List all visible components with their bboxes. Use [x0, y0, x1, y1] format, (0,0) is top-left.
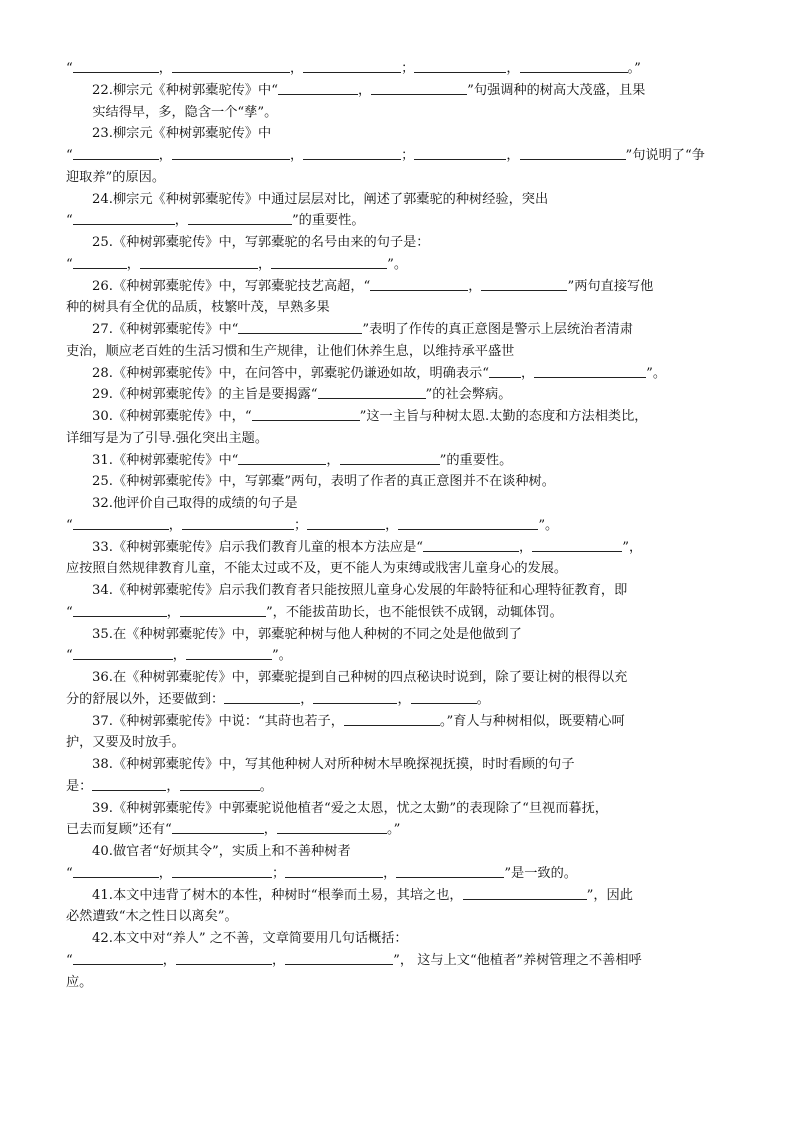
text-segment: 。”育人与种树相似，既要精心呵: [439, 713, 625, 729]
answer-blank[interactable]: [277, 820, 387, 834]
answer-blank[interactable]: [318, 385, 426, 399]
text-segment: 31.《种树郭橐驼传》中“: [92, 452, 239, 468]
text-line: [66, 711, 734, 733]
answer-blank[interactable]: [370, 277, 468, 291]
text-segment: ”的重要性。: [291, 213, 365, 229]
text-segment: “: [66, 952, 73, 968]
answer-blank[interactable]: [313, 690, 397, 704]
answer-blank[interactable]: [307, 516, 385, 530]
text-line: [66, 123, 734, 145]
text-segment: ”。: [646, 365, 667, 381]
answer-blank[interactable]: [238, 320, 362, 334]
text-segment: 27.《种树郭橐驼传》中“: [92, 322, 239, 337]
text-segment: ，: [383, 865, 397, 881]
text-segment: 应。: [66, 974, 93, 990]
text-segment: ，: [357, 82, 372, 98]
text-segment: ”，不能拔苗助长，也不能恨铁不成钢，动辄体罚。: [265, 604, 563, 620]
text-segment: ，: [506, 148, 520, 163]
answer-blank[interactable]: [73, 951, 163, 965]
answer-blank[interactable]: [463, 886, 587, 900]
text-line: [66, 297, 734, 319]
answer-blank[interactable]: [414, 146, 506, 160]
text-line: [66, 950, 734, 972]
answer-blank[interactable]: [396, 864, 504, 878]
answer-blank[interactable]: [73, 146, 159, 160]
answer-blank[interactable]: [411, 690, 477, 704]
text-segment: 已去而复顾”还有“: [66, 822, 172, 838]
answer-blank[interactable]: [520, 59, 628, 73]
answer-blank[interactable]: [285, 951, 393, 965]
text-line: [66, 167, 734, 189]
answer-blank[interactable]: [414, 59, 506, 73]
text-segment: ，: [257, 256, 272, 272]
text-segment: ；: [271, 865, 286, 881]
text-segment: “: [66, 517, 73, 533]
text-segment: 28.《种树郭橐驼传》中，在问答中，郭橐驼仍谦逊如故，明确表示“: [92, 365, 489, 381]
text-line: [66, 537, 734, 559]
text-segment: “: [66, 213, 73, 229]
text-line: [66, 276, 734, 298]
answer-blank[interactable]: [303, 146, 401, 160]
text-segment: 种的树具有全优的品质，枝繁叶茂，早熟多果: [66, 300, 330, 316]
text-segment: 实结得早，多，隐含一个“孳”。: [66, 104, 278, 120]
answer-blank[interactable]: [340, 451, 440, 465]
text-segment: 36.在《种树郭橐驼传》中，郭橐驼提到自己种树的四点秘诀时说到，除了要让树的根得以充: [92, 670, 628, 685]
text-segment: ”的社会弊病。: [425, 387, 512, 403]
text-segment: “: [66, 648, 73, 664]
text-segment: “: [66, 604, 73, 620]
text-line: [66, 428, 734, 450]
answer-blank[interactable]: [371, 81, 467, 95]
answer-blank[interactable]: [188, 211, 292, 225]
text-segment: 34.《种树郭橐驼传》启示我们教育者只能按照儿童身心发展的年龄特征和心理特征教育，即: [92, 583, 628, 598]
text-segment: ，: [506, 61, 520, 76]
text-line: [66, 689, 734, 711]
text-line: [66, 210, 734, 232]
text-segment: 39.《种树郭橐驼传》中郭橐驼说他植者“爱之太恩，忧之太勤”的表现除了“旦视而暮抚，: [92, 800, 608, 816]
answer-blank[interactable]: [92, 777, 166, 791]
text-segment: 详细写是为了引导.强化突出主题。: [66, 430, 269, 446]
text-segment: 35.在《种树郭橐驼传》中，郭橐驼种树与他人种树的不同之处是他做到了: [92, 626, 522, 642]
text-line: [66, 972, 734, 994]
answer-blank[interactable]: [73, 646, 173, 660]
text-segment: 吏治，顺应老百姓的生活习惯和生产规律，让他们休养生息，以维持承平盛世: [66, 343, 515, 359]
text-segment: ”。: [387, 256, 408, 272]
text-line: [66, 493, 734, 515]
text-line: [66, 667, 734, 689]
answer-blank[interactable]: [73, 516, 169, 530]
text-segment: 。: [259, 778, 273, 794]
text-segment: 应按照自然规律教育儿童，不能太过或不及，更不能人为束缚或戕害儿童身心的发展。: [66, 561, 568, 577]
text-segment: ，: [172, 648, 186, 664]
text-line: [66, 471, 734, 493]
text-segment: ，: [168, 517, 182, 533]
text-line: [66, 558, 734, 580]
text-line: [66, 341, 734, 363]
text-line: [66, 80, 734, 102]
text-segment: 29.《种树郭橐驼传》的主旨是要揭露“: [92, 387, 318, 403]
text-segment: 22.柳宗元《种树郭橐驼传》中“: [92, 82, 278, 98]
answer-blank[interactable]: [172, 820, 264, 834]
answer-blank[interactable]: [176, 951, 272, 965]
text-line: [66, 254, 734, 276]
text-segment: ”的重要性。: [439, 452, 513, 468]
text-segment: ，: [519, 539, 533, 555]
answer-blank[interactable]: [423, 538, 519, 552]
text-segment: ，: [468, 278, 482, 294]
text-segment: ，: [158, 865, 172, 881]
answer-blank[interactable]: [186, 646, 272, 660]
text-line: [66, 863, 734, 885]
text-segment: ，: [158, 61, 172, 76]
text-segment: 。”: [627, 61, 641, 76]
text-segment: 40.做官者“好烦其令”，实质上和不善种树者: [92, 844, 351, 859]
text-segment: “: [66, 148, 73, 163]
text-line: [66, 515, 734, 537]
text-line: [66, 732, 734, 754]
text-segment: ，: [289, 148, 304, 163]
text-line: [66, 319, 734, 341]
text-segment: 迎取养”的原因。: [66, 169, 166, 185]
answer-blank[interactable]: [271, 255, 387, 269]
text-segment: ”这一主旨与种树太恩.太勤的态度和方法相类比，: [359, 409, 648, 424]
text-segment: ”是一致的。: [504, 865, 577, 881]
text-segment: ，: [271, 952, 286, 968]
answer-blank[interactable]: [303, 59, 401, 73]
answer-blank[interactable]: [73, 211, 175, 225]
text-line: [66, 624, 734, 646]
text-line: [66, 798, 734, 820]
text-line: [66, 232, 734, 254]
answer-blank[interactable]: [252, 407, 360, 421]
answer-blank[interactable]: [73, 864, 159, 878]
text-segment: 分的舒展以外，还要做到：: [66, 691, 225, 707]
text-segment: ”两句直接写他: [567, 278, 654, 294]
answer-blank[interactable]: [172, 864, 272, 878]
text-segment: ，: [158, 148, 172, 163]
text-segment: ”，: [622, 539, 643, 555]
answer-blank[interactable]: [520, 146, 626, 160]
answer-blank[interactable]: [73, 255, 127, 269]
text-segment: 23.柳宗元《种树郭橐驼传》中: [92, 126, 272, 142]
answer-blank[interactable]: [182, 516, 294, 530]
answer-blank[interactable]: [172, 146, 290, 160]
text-segment: 。”: [386, 822, 401, 838]
text-segment: ，: [166, 778, 180, 794]
answer-blank[interactable]: [398, 516, 538, 530]
text-line: [66, 754, 734, 776]
text-segment: 25.《种树郭橐驼传》中，写郭橐驼的名号由来的句子是：: [92, 235, 430, 250]
text-line: [66, 363, 734, 385]
text-segment: 必然遭致“木之性日以离矣”。: [66, 909, 238, 925]
answer-blank[interactable]: [344, 712, 440, 726]
text-segment: ，: [289, 61, 304, 76]
text-segment: 37.《种树郭橐驼传》中说：“其莳也若子，: [92, 713, 344, 729]
text-segment: ；: [401, 61, 415, 76]
text-segment: 。: [476, 691, 490, 707]
text-segment: ”表明了作传的真正意图是警示上层统治者清肃: [362, 322, 633, 337]
text-segment: ”句强调种的树高大茂盛，且果: [467, 82, 646, 98]
answer-blank[interactable]: [180, 777, 260, 791]
answer-blank[interactable]: [224, 690, 300, 704]
text-line: [66, 580, 734, 602]
text-segment: “: [66, 256, 73, 272]
text-segment: ”。: [538, 517, 559, 533]
text-segment: ，: [166, 604, 180, 620]
text-segment: ，: [162, 952, 176, 968]
text-line: [66, 189, 734, 211]
text-line: [66, 102, 734, 124]
text-line: [66, 450, 734, 472]
answer-blank[interactable]: [285, 864, 383, 878]
text-segment: 33.《种树郭橐驼传》启示我们教育儿童的根本方法应是“: [92, 539, 424, 555]
text-segment: ”句说明了“争: [625, 148, 705, 163]
text-line: [66, 885, 734, 907]
text-line: [66, 58, 734, 80]
worksheet-page: [66, 58, 734, 993]
text-segment: “: [66, 865, 73, 881]
text-segment: ，: [300, 691, 314, 707]
text-segment: 30.《种树郭橐驼传》中，“: [92, 409, 252, 424]
text-segment: 是：: [66, 778, 93, 794]
text-segment: ；: [401, 148, 415, 163]
answer-blank[interactable]: [73, 59, 159, 73]
text-segment: ，: [263, 822, 277, 838]
answer-blank[interactable]: [140, 255, 258, 269]
text-line: [66, 406, 734, 428]
text-segment: ”。: [271, 648, 292, 664]
text-segment: ；: [293, 517, 308, 533]
answer-blank[interactable]: [238, 451, 326, 465]
text-line: [66, 145, 734, 167]
text-line: [66, 906, 734, 928]
text-line: [66, 819, 734, 841]
text-segment: 41.本文中违背了树木的本性，种树时“根拳而土易，其培之也，: [92, 887, 463, 903]
text-segment: ，: [385, 517, 399, 533]
text-segment: ”， 这与上文“他植者”养树管理之不善相呼: [393, 952, 642, 968]
text-segment: ，: [326, 452, 340, 468]
text-line: [66, 602, 734, 624]
answer-blank[interactable]: [532, 538, 622, 552]
text-line: [66, 841, 734, 863]
text-segment: 26.《种树郭橐驼传》中，写郭橐驼技艺高超，“: [92, 278, 371, 294]
answer-blank[interactable]: [489, 364, 521, 378]
text-line: [66, 645, 734, 667]
text-line: [66, 928, 734, 950]
answer-blank[interactable]: [481, 277, 567, 291]
text-segment: ，: [174, 213, 188, 229]
text-segment: 42.本文中对“养人” 之不善，文章简要用几句话概括：: [92, 931, 408, 946]
text-segment: 24.柳宗元《种树郭橐驼传》中通过层层对比，阐述了郭橐驼的种树经验，突出: [92, 191, 549, 207]
answer-blank[interactable]: [172, 59, 290, 73]
text-segment: ，: [397, 691, 411, 707]
text-segment: 25.《种树郭橐驼传》中，写郭橐”两句，表明了作者的真正意图并不在谈种树。: [92, 474, 555, 490]
text-line: [66, 384, 734, 406]
text-segment: 32.他评价自己取得的成绩的句子是: [92, 496, 298, 511]
answer-blank[interactable]: [73, 603, 167, 617]
text-segment: 38.《种树郭橐驼传》中，写其他种树人对所种树木早晚探视抚摸，时时看顾的句子: [92, 757, 575, 772]
text-segment: ，: [520, 365, 535, 381]
text-segment: “: [66, 61, 73, 76]
answer-blank[interactable]: [534, 364, 646, 378]
text-segment: ”，因此: [586, 887, 633, 903]
answer-blank[interactable]: [278, 81, 358, 95]
answer-blank[interactable]: [180, 603, 266, 617]
text-line: [66, 776, 734, 798]
text-segment: 护，又要及时放手。: [66, 735, 185, 751]
text-segment: ，: [126, 256, 140, 272]
